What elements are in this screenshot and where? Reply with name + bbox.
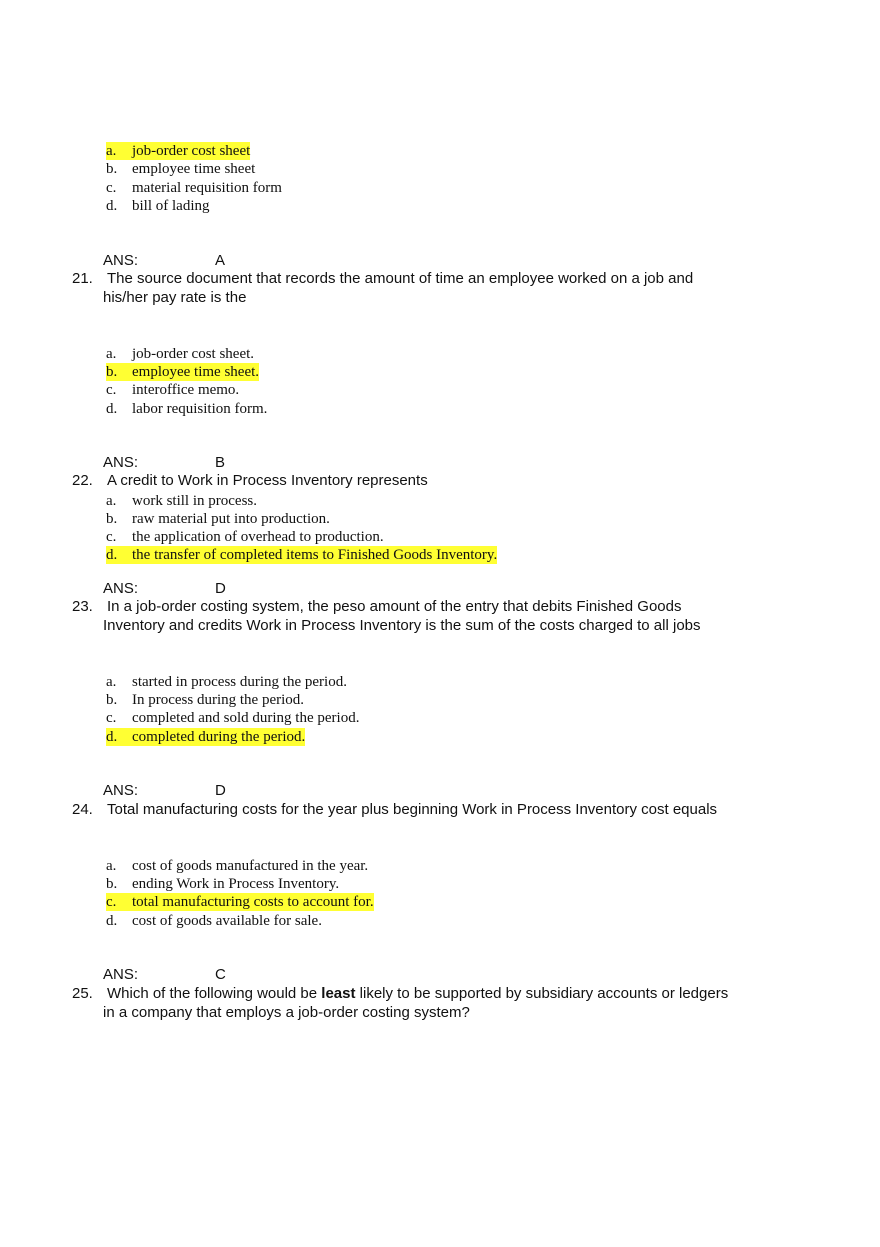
question-number: 24. (72, 801, 93, 818)
option-text: employee time sheet (132, 161, 256, 177)
question-number: 21. (72, 270, 93, 287)
question-text-bold: least (321, 985, 356, 1002)
answer-line (103, 966, 226, 984)
question-23 (72, 598, 792, 635)
answer-value: D (215, 580, 226, 597)
question-text-line2: Inventory and credits Work in Process Inventory is the sum of the costs charged to all jobs (103, 616, 701, 634)
option-text: employee time sheet. (132, 364, 260, 380)
question-number: 22. (72, 472, 93, 489)
question-21 (72, 270, 792, 307)
option-text: the application of overhead to production. (132, 529, 384, 545)
option-a (106, 673, 347, 691)
option-c (106, 709, 359, 727)
option-text: material requisition form (132, 180, 282, 196)
option-letter: b. (106, 161, 118, 177)
option-a (106, 345, 254, 363)
question-text-pre: Which of the following would be (107, 985, 322, 1002)
answer-line (103, 454, 226, 472)
answer-label: ANS: (103, 782, 139, 799)
answer-label: ANS: (103, 966, 139, 983)
option-text: completed and sold during the period. (132, 710, 360, 726)
answer-value: B (215, 454, 226, 471)
option-text: completed during the period. (132, 729, 306, 745)
option-letter: b. (106, 511, 118, 527)
option-letter: b. (106, 364, 118, 380)
option-letter: a. (106, 346, 117, 362)
question-number: 23. (72, 598, 93, 615)
option-d (106, 912, 322, 930)
answer-label: ANS: (103, 252, 139, 269)
option-letter: c. (106, 382, 117, 398)
question-text-line1: A credit to Work in Process Inventory represents (107, 472, 428, 489)
option-text: the transfer of completed items to Finished Goods Inventory. (132, 547, 498, 563)
option-letter: d. (106, 729, 118, 745)
option-letter: c. (106, 529, 117, 545)
answer-line (103, 580, 226, 598)
answer-line (103, 782, 226, 800)
option-text: work still in process. (132, 493, 257, 509)
option-text: cost of goods available for sale. (132, 913, 322, 929)
option-text: job-order cost sheet (132, 143, 251, 159)
option-a-highlighted (106, 142, 250, 160)
question-24 (72, 801, 792, 820)
answer-line (103, 252, 226, 270)
option-c-highlighted (106, 893, 374, 911)
option-d (106, 400, 267, 418)
answer-label: ANS: (103, 580, 139, 597)
question-text-line1: Total manufacturing costs for the year plus beginning Work in Process Inventory cost equals (107, 801, 718, 818)
option-letter: d. (106, 913, 118, 929)
option-c (106, 528, 384, 546)
option-b-highlighted (106, 363, 259, 381)
question-text-line1: The source document that records the amount of time an employee worked on a job and (107, 270, 694, 287)
option-a (106, 857, 368, 875)
option-text: labor requisition form. (132, 401, 268, 417)
question-number: 25. (72, 985, 93, 1002)
option-d (106, 197, 210, 215)
answer-value: C (215, 966, 226, 983)
question-text-line1: In a job-order costing system, the peso amount of the entry that debits Finished Goods (107, 598, 682, 615)
option-letter: a. (106, 674, 117, 690)
option-letter: d. (106, 547, 118, 563)
option-text: cost of goods manufactured in the year. (132, 858, 369, 874)
option-b (106, 875, 339, 893)
option-text: In process during the period. (132, 692, 305, 708)
option-letter: a. (106, 858, 117, 874)
option-letter: c. (106, 894, 117, 910)
option-letter: c. (106, 180, 117, 196)
answer-value: D (215, 782, 226, 799)
option-b (106, 691, 304, 709)
option-letter: b. (106, 876, 118, 892)
option-text: job-order cost sheet. (132, 346, 255, 362)
option-d-highlighted (106, 728, 305, 746)
option-text: ending Work in Process Inventory. (132, 876, 340, 892)
option-text: started in process during the period. (132, 674, 347, 690)
question-25 (72, 985, 792, 1022)
option-text: bill of lading (132, 198, 210, 214)
option-letter: b. (106, 692, 118, 708)
option-d-highlighted (106, 546, 497, 564)
option-c (106, 179, 282, 197)
answer-value: A (215, 252, 226, 269)
option-letter: a. (106, 493, 117, 509)
question-text-line1 (107, 985, 792, 1004)
question-text-post: likely to be supported by subsidiary accounts or ledgers (355, 985, 729, 1002)
option-letter: d. (106, 198, 118, 214)
question-22 (72, 472, 792, 491)
option-text: raw material put into production. (132, 511, 330, 527)
option-text: interoffice memo. (132, 382, 240, 398)
option-text: total manufacturing costs to account for. (132, 894, 374, 910)
question-text-line2: in a company that employs a job-order costing system? (103, 1003, 470, 1021)
answer-label: ANS: (103, 454, 139, 471)
option-b (106, 510, 330, 528)
option-letter: c. (106, 710, 117, 726)
option-letter: a. (106, 143, 117, 159)
question-text-line2: his/her pay rate is the (103, 288, 247, 306)
option-letter: d. (106, 401, 118, 417)
option-b (106, 160, 255, 178)
option-a (106, 492, 257, 510)
option-c (106, 381, 239, 399)
